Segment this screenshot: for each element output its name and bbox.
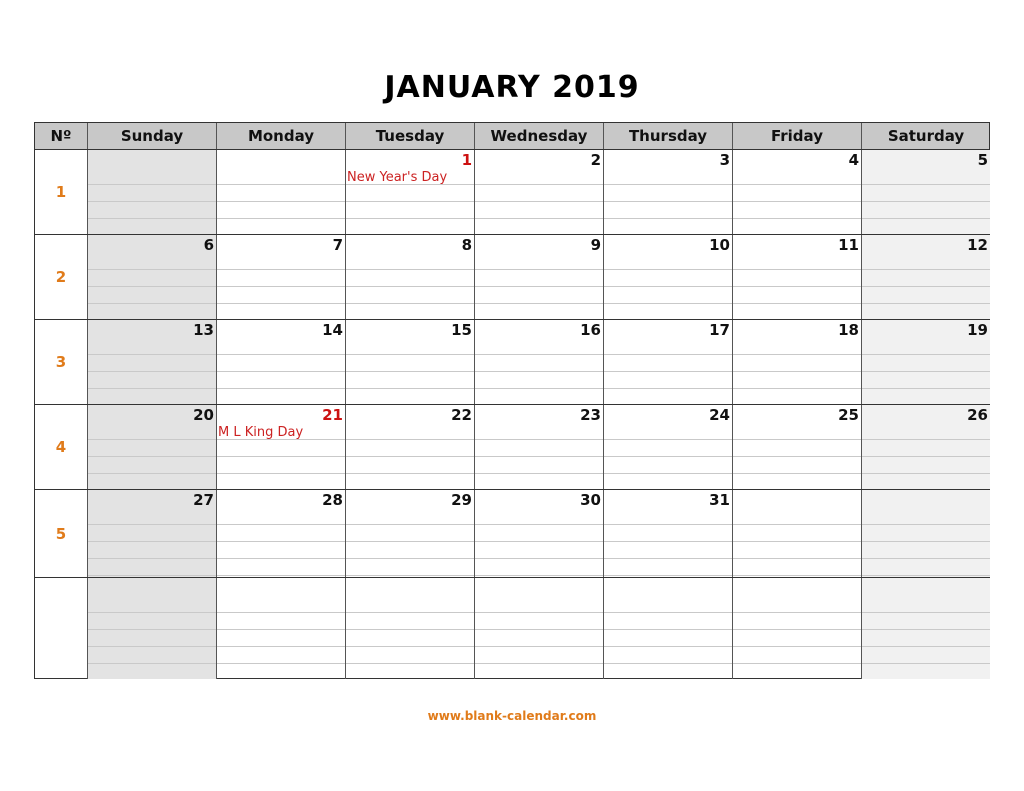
day-number: 28 [322,491,343,509]
day-number: 21 [322,406,343,424]
day-number: 5 [977,151,988,169]
day-cell-friday[interactable] [733,235,862,319]
calendar-title: JANUARY 2019 [384,70,640,105]
day-cell-monday[interactable] [217,578,346,679]
day-number: 29 [451,491,472,509]
day-cell-thursday[interactable] [604,320,733,404]
day-number: 7 [332,236,343,254]
week-row-2 [35,235,989,320]
day-cell-saturday[interactable] [862,578,990,679]
week-number [35,578,88,679]
day-cell-tuesday[interactable] [346,150,475,234]
day-cell-saturday[interactable] [862,320,990,404]
day-number: 23 [580,406,601,424]
holiday-label: M L King Day [218,425,304,440]
header-week-number: Nº [35,123,88,149]
header-saturday: Saturday [887,127,965,145]
day-cell-friday[interactable] [733,578,862,679]
day-number: 16 [580,321,601,339]
day-cell-friday[interactable] [733,405,862,489]
day-number: 2 [590,151,601,169]
day-cell-tuesday[interactable] [346,320,475,404]
day-cell-sunday[interactable] [88,235,217,319]
day-cell-sunday[interactable] [88,320,217,404]
day-number: 11 [838,236,859,254]
day-number: 22 [451,406,472,424]
day-cell-tuesday[interactable] [346,490,475,577]
day-number: 15 [451,321,472,339]
day-cell-friday[interactable] [733,490,862,577]
day-cell-thursday[interactable] [604,578,733,679]
day-cell-thursday[interactable] [604,235,733,319]
day-cell-thursday[interactable] [604,490,733,577]
week-row-1 [35,150,989,235]
day-number: 30 [580,491,601,509]
week-number: 3 [35,320,88,404]
day-number: 24 [709,406,730,424]
header-wednesday: Wednesday [475,123,604,149]
day-cell-tuesday[interactable] [346,578,475,679]
day-cell-sunday[interactable] [88,150,217,234]
header-friday: Friday [733,123,862,149]
day-number: 25 [838,406,859,424]
day-cell-wednesday[interactable] [475,490,604,577]
day-cell-monday[interactable] [217,405,346,489]
day-cell-wednesday[interactable] [475,320,604,404]
day-cell-wednesday[interactable] [475,150,604,234]
day-number: 6 [203,236,214,254]
day-number: 3 [719,151,730,169]
week-number: 1 [35,150,88,234]
day-cell-sunday[interactable] [88,405,217,489]
day-number: 9 [590,236,601,254]
day-cell-thursday[interactable] [604,150,733,234]
day-number: 31 [709,491,730,509]
week-row-4 [35,405,989,490]
day-cell-wednesday[interactable] [475,405,604,489]
day-number: 13 [193,321,214,339]
header-sunday: Sunday [88,123,217,149]
day-cell-tuesday[interactable] [346,405,475,489]
day-number: 17 [709,321,730,339]
week-number: 2 [35,235,88,319]
footer-link[interactable]: www.blank-calendar.com [427,709,597,723]
day-number: 27 [193,491,214,509]
day-cell-monday[interactable] [217,150,346,234]
day-cell-sunday[interactable] [88,490,217,577]
day-cell-saturday[interactable] [862,405,990,489]
day-cell-monday[interactable] [217,320,346,404]
day-number: 1 [461,151,472,169]
calendar-header-row [35,123,989,150]
day-cell-saturday[interactable] [862,235,990,319]
day-cell-tuesday[interactable] [346,235,475,319]
week-row-6 [35,578,989,679]
day-number: 10 [709,236,730,254]
week-number: 5 [35,490,88,577]
week-row-3 [35,320,989,405]
day-cell-friday[interactable] [733,150,862,234]
day-number: 19 [967,321,988,339]
day-cell-saturday[interactable] [862,150,990,234]
day-number: 12 [967,236,988,254]
day-number: 18 [838,321,859,339]
day-cell-friday[interactable] [733,320,862,404]
day-cell-monday[interactable] [217,490,346,577]
day-cell-monday[interactable] [217,235,346,319]
header-monday: Monday [217,123,346,149]
day-cell-wednesday[interactable] [475,578,604,679]
header-tuesday: Tuesday [346,123,475,149]
day-number: 8 [461,236,472,254]
day-number: 20 [193,406,214,424]
day-cell-wednesday[interactable] [475,235,604,319]
day-cell-saturday[interactable] [862,490,990,577]
day-number: 26 [967,406,988,424]
week-number: 4 [35,405,88,489]
header-thursday: Thursday [604,123,733,149]
day-number: 14 [322,321,343,339]
day-cell-sunday[interactable] [88,578,217,679]
week-row-5 [35,490,989,578]
day-cell-thursday[interactable] [604,405,733,489]
calendar-grid [34,122,990,679]
holiday-label: New Year's Day [347,170,448,185]
day-number: 4 [848,151,859,169]
